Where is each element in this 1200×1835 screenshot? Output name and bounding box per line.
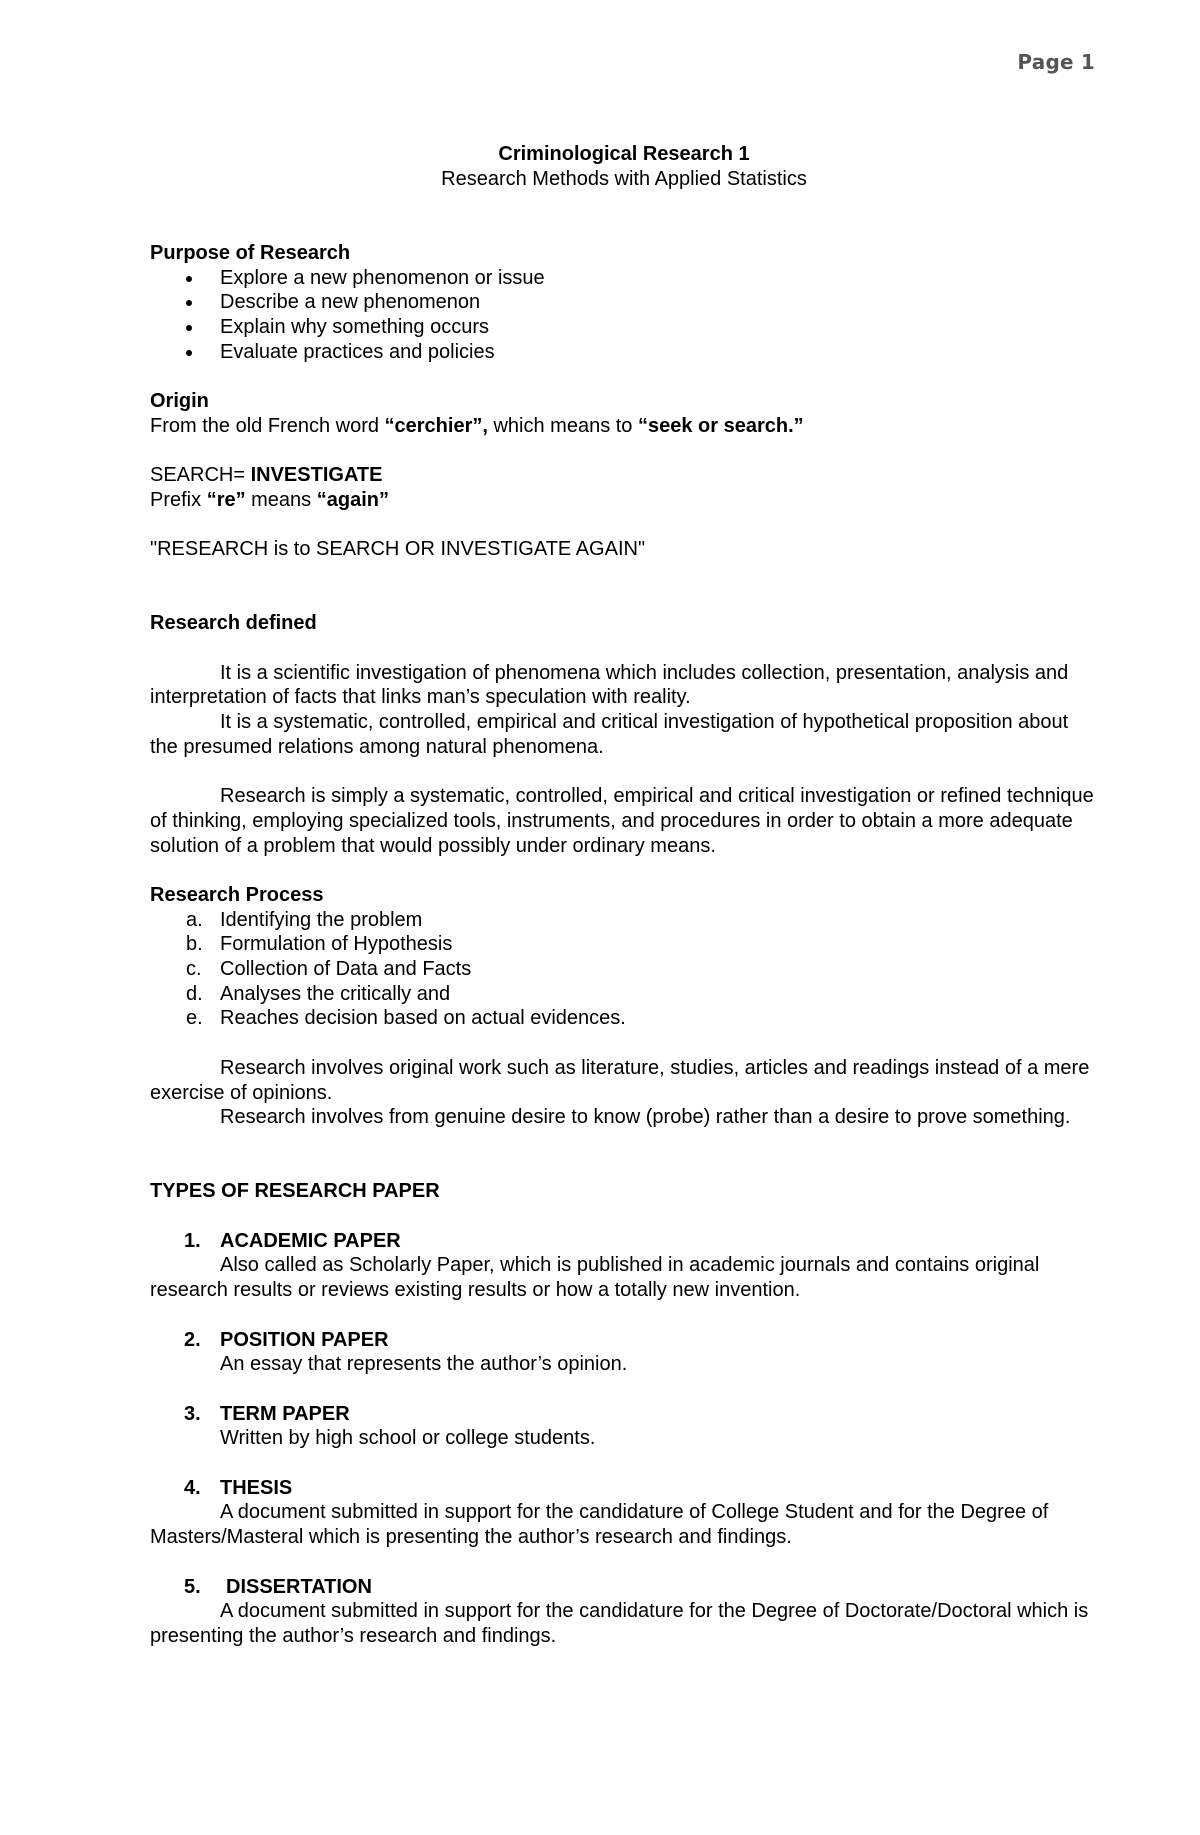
type-title: 5. DISSERTATION [184,1575,372,1598]
type-item-academic [150,1229,1098,1303]
list-item: c. Collection of Data and Facts [186,958,472,981]
process-paragraph: Research involves original work such as literature, studies, articles and readings instead of a mere exercise of opinions. [150,1056,1090,1104]
list-item: a. Identifying the problem [186,908,423,931]
type-description: A document submitted in support for the candidature of College Student and for the Degree of Masters/Masteral which is presenting the author’s research and findings. [150,1501,1049,1549]
process-list [150,908,1098,1032]
bullet-icon [186,276,192,282]
type-title: 2. POSITION PAPER [184,1328,389,1351]
type-description: Also called as Scholarly Paper, which is published in academic journals and contains original research results or reviews existing results or how a totally new invention. [150,1254,1040,1302]
origin-line: From the old French word “cerchier”, which means to “seek or search.” [150,414,804,437]
type-description: Written by high school or college students. [220,1427,596,1450]
defined-paragraph: Research is simply a systematic, controlled, empirical and critical investigation or refined technique of thinking, employing specialized tools, instruments, and procedures in order to obtain a more adequate solution of a problem that would possibly under ordinary means. [150,785,1094,857]
bullet-icon [186,350,192,356]
list-item: d. Analyses the critically and [186,982,451,1005]
document-subtitle: Research Methods with Applied Statistics [441,167,807,190]
list-item: Evaluate practices and policies [150,340,1098,365]
origin-heading: Origin [150,390,209,412]
type-title: 4. THESIS [184,1476,293,1499]
type-title: 3. TERM PAPER [184,1402,350,1425]
defined-paragraph: It is a scientific investigation of phenomena which includes collection, presentation, analysis and interpretation of facts that links man’s speculation with reality. [150,661,1069,709]
bullet-icon [186,325,192,331]
type-item-dissertation [150,1575,1098,1649]
defined-heading: Research defined [150,612,317,635]
bullet-icon [186,300,192,306]
purpose-list [150,266,1098,365]
list-item: Explain why something occurs [150,315,1098,340]
process-heading: Research Process [150,883,324,906]
defined-paragraph: It is a systematic, controlled, empirical and critical investigation of hypothetical proposition about the presumed relations among natural phenomena. [150,711,1069,758]
type-title: 1. ACADEMIC PAPER [184,1229,401,1252]
type-description: A document submitted in support for the candidature for the Degree of Doctorate/Doctoral which is presenting the author’s research and findings. [150,1600,1089,1647]
page-number: Page 1 [1017,50,1095,74]
process-paragraph: Research involves from genuine desire to know (probe) rather than a desire to prove something. [220,1106,1071,1129]
type-description: An essay that represents the author’s opinion. [220,1353,628,1376]
list-item: Explore a new phenomenon or issue [150,266,1098,291]
type-item-term [150,1402,1098,1451]
type-item-position [150,1328,1098,1377]
purpose-heading: Purpose of Research [150,241,351,264]
list-item: Describe a new phenomenon [150,290,1098,315]
types-heading: TYPES OF RESEARCH PAPER [150,1180,440,1203]
list-item: b. Formulation of Hypothesis [186,933,453,956]
search-line: SEARCH= INVESTIGATE [150,464,383,487]
type-item-thesis [150,1476,1098,1550]
prefix-line: Prefix “re” means “again” [150,488,389,511]
document-body [150,142,1098,1649]
list-item: e. Reaches decision based on actual evidences. [186,1007,626,1030]
document-title: Criminological Research 1 [498,143,750,165]
research-quote: "RESEARCH is to SEARCH OR INVESTIGATE AGAIN" [150,538,646,561]
